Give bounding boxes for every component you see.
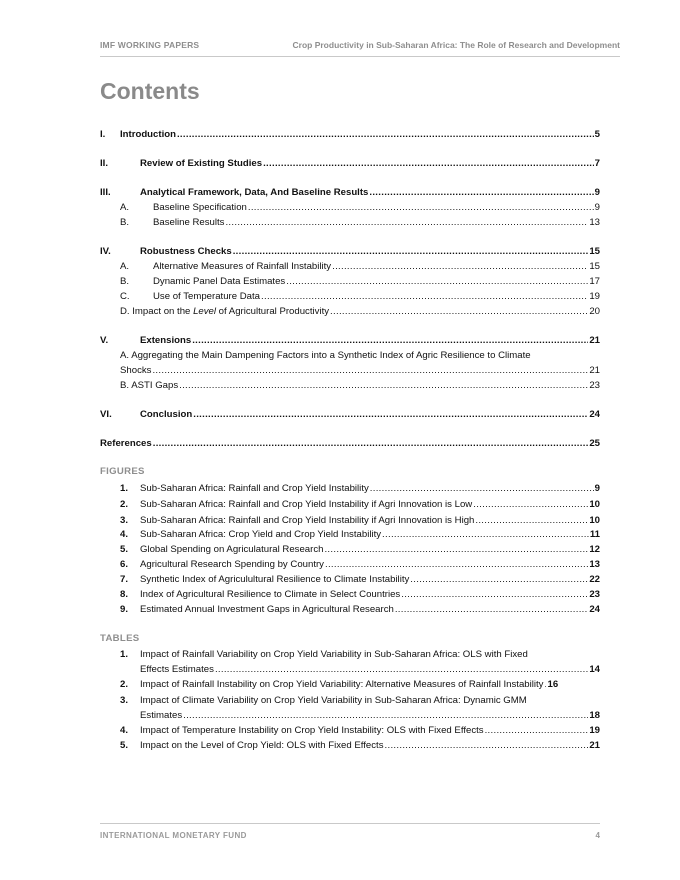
table-entry-continued[interactable] [140, 709, 600, 722]
toc-label: Alternative Measures of Rainfall Instability [153, 261, 332, 272]
table-number: 5. [120, 740, 129, 751]
figure-label: Agricultural Research Spending by Country [140, 559, 324, 570]
toc-page: 9 [594, 187, 600, 198]
table-page: 19 [589, 725, 600, 736]
toc-number: V. [100, 335, 109, 346]
toc-label: Extensions [140, 335, 192, 346]
table-label: Effects Estimates [140, 664, 214, 675]
table-entry[interactable] [120, 678, 600, 691]
figure-page: 10 [589, 499, 600, 510]
figure-label: Sub-Saharan Africa: Rainfall and Crop Yield Instability if Agri Innovation is High [140, 515, 475, 526]
figure-entry[interactable] [120, 558, 600, 571]
figure-page: 24 [589, 604, 600, 615]
figure-entry[interactable] [120, 543, 600, 556]
figure-page: 22 [589, 574, 600, 585]
figure-page: 9 [594, 483, 600, 494]
toc-entry-alternative-measures[interactable] [120, 260, 600, 273]
figure-number: 8. [120, 589, 129, 600]
page-title: Contents [100, 78, 200, 104]
table-page: 16 [547, 679, 559, 690]
figure-entry[interactable] [120, 528, 600, 541]
toc-label: References [100, 438, 152, 449]
page-footer [100, 823, 600, 840]
toc-entry-level-impact[interactable] [120, 305, 600, 318]
figure-label: Sub-Saharan Africa: Rainfall and Crop Yield Instability if Agri Innovation is Low [140, 499, 473, 510]
toc-page: 17 [589, 276, 600, 287]
toc-entry-analytical-framework[interactable] [100, 186, 600, 199]
table-label: Impact of Rainfall Variability on Crop Yield Variability in Sub-Saharan Africa: OLS with Fixed [140, 649, 528, 660]
figure-number: 2. [120, 499, 129, 510]
toc-entry-introduction[interactable] [100, 128, 600, 141]
table-label: Impact on the Level of Crop Yield: OLS with Fixed Effects [140, 740, 384, 751]
figure-page: 23 [589, 589, 600, 600]
figure-number: 6. [120, 559, 129, 570]
toc-entry-extensions[interactable] [100, 334, 600, 347]
figure-entry[interactable] [120, 514, 600, 527]
tables-heading: TABLES [100, 633, 140, 644]
table-label: Impact of Climate Variability on Crop Yield Variability in Sub-Saharan Africa: Dynamic GMM [140, 695, 527, 706]
figure-entry[interactable] [120, 482, 600, 495]
toc-number: B. [120, 217, 130, 228]
toc-label: Introduction [120, 129, 176, 140]
figure-number: 9. [120, 604, 129, 615]
table-entry[interactable] [120, 648, 600, 661]
toc-entry-references[interactable] [100, 437, 600, 450]
figure-page: 11 [589, 529, 600, 540]
toc-page: 7 [594, 158, 600, 169]
toc-page: 25 [589, 438, 600, 449]
table-label: Estimates [140, 710, 183, 721]
toc-label: A. Aggregating the Main Dampening Factors into a Synthetic Index of Agric Resilience to Climate [120, 350, 531, 361]
toc-label: D. Impact on the Level of Agricultural Productivity [120, 306, 330, 317]
toc-label: Use of Temperature Data [153, 291, 261, 302]
toc-page: 15 [589, 246, 600, 257]
figure-number: 4. [120, 529, 129, 540]
figure-number: 7. [120, 574, 129, 585]
figure-entry[interactable] [120, 573, 600, 586]
table-page: 14 [589, 664, 600, 675]
figure-page: 13 [589, 559, 600, 570]
toc-entry-synthetic-index-line2[interactable] [120, 364, 600, 377]
toc-label: Baseline Results [153, 217, 225, 228]
header-paper-title: Crop Productivity in Sub-Saharan Africa: The Role of Research and Development [292, 40, 620, 50]
figure-entry[interactable] [120, 588, 600, 601]
toc-number: II. [100, 158, 108, 169]
figure-label: Sub-Saharan Africa: Crop Yield and Crop Yield Instability [140, 529, 382, 540]
toc-entry-dynamic-panel[interactable] [120, 275, 600, 288]
table-label: Impact of Rainfall Instability on Crop Yield Variability: Alternative Measures of Rainfall Instability [140, 679, 544, 690]
toc-page: 24 [589, 409, 600, 420]
figure-number: 5. [120, 544, 129, 555]
toc-page: 9 [594, 202, 600, 213]
table-number: 2. [120, 679, 129, 690]
toc-number: III. [100, 187, 111, 198]
page-number: 4 [595, 831, 600, 840]
toc-page: 19 [589, 291, 600, 302]
table-entry[interactable] [120, 694, 600, 707]
toc-page: 20 [589, 306, 600, 317]
header-series: IMF WORKING PAPERS [100, 40, 200, 50]
running-header [100, 40, 620, 57]
toc-number: IV. [100, 246, 111, 257]
figure-number: 3. [120, 515, 129, 526]
figure-page: 12 [589, 544, 600, 555]
toc-entry-robustness-checks[interactable] [100, 245, 600, 258]
toc-entry-conclusion[interactable] [100, 408, 600, 421]
figure-label: Sub-Saharan Africa: Rainfall and Crop Yield Instability [140, 483, 369, 494]
toc-label: Shocks [120, 365, 152, 376]
figure-label: Estimated Annual Investment Gaps in Agricultural Research [140, 604, 394, 615]
figure-label: Synthetic Index of Agriculultural Resilience to Climate Instability [140, 574, 410, 585]
table-number: 4. [120, 725, 129, 736]
figure-entry[interactable] [120, 603, 600, 616]
figures-heading: FIGURES [100, 466, 145, 477]
figure-page: 10 [589, 515, 600, 526]
table-page: 18 [589, 710, 600, 721]
table-entry[interactable] [120, 739, 600, 752]
toc-entry-baseline-specification[interactable] [120, 201, 600, 214]
toc-number: B. [120, 276, 130, 287]
table-number: 3. [120, 695, 129, 706]
toc-number: C. [120, 291, 130, 302]
toc-label: B. ASTI Gaps [120, 380, 179, 391]
toc-entry-synthetic-index-line1[interactable] [120, 349, 600, 362]
toc-number: VI. [100, 409, 112, 420]
toc-number: I. [100, 129, 106, 140]
toc-page: 21 [589, 365, 600, 376]
table-entry[interactable] [120, 724, 600, 737]
toc-label: Analytical Framework, Data, And Baseline Results [140, 187, 369, 198]
toc-label: Review of Existing Studies [140, 158, 263, 169]
toc-label: Conclusion [140, 409, 193, 420]
toc-page: 5 [594, 129, 600, 140]
toc-entry-baseline-results[interactable] [120, 216, 600, 229]
toc-page: 15 [589, 261, 600, 272]
toc-page: 13 [589, 217, 600, 228]
toc-page: 23 [589, 380, 600, 391]
toc-label: Robustness Checks [140, 246, 232, 257]
toc-entry-review[interactable] [100, 157, 600, 170]
table-page: 21 [589, 740, 600, 751]
toc-label: Dynamic Panel Data Estimates [153, 276, 286, 287]
table-entry-continued[interactable] [140, 663, 600, 676]
table-number: 1. [120, 649, 129, 660]
toc-number: A. [120, 261, 130, 272]
figure-label: Global Spending on Agriculatural Research [140, 544, 324, 555]
toc-page: 21 [589, 335, 600, 346]
toc-entry-asti-gaps[interactable] [120, 379, 600, 392]
toc-number: A. [120, 202, 130, 213]
table-label: Impact of Temperature Instability on Crop Yield Instability: OLS with Fixed Effects [140, 725, 484, 736]
figure-number: 1. [120, 483, 129, 494]
footer-organization: INTERNATIONAL MONETARY FUND [100, 831, 247, 840]
toc-label: Baseline Specification [153, 202, 247, 213]
figure-entry[interactable] [120, 498, 600, 511]
toc-entry-temperature-data[interactable] [120, 290, 600, 303]
figure-label: Index of Agricultural Resilience to Climate in Select Countries [140, 589, 401, 600]
